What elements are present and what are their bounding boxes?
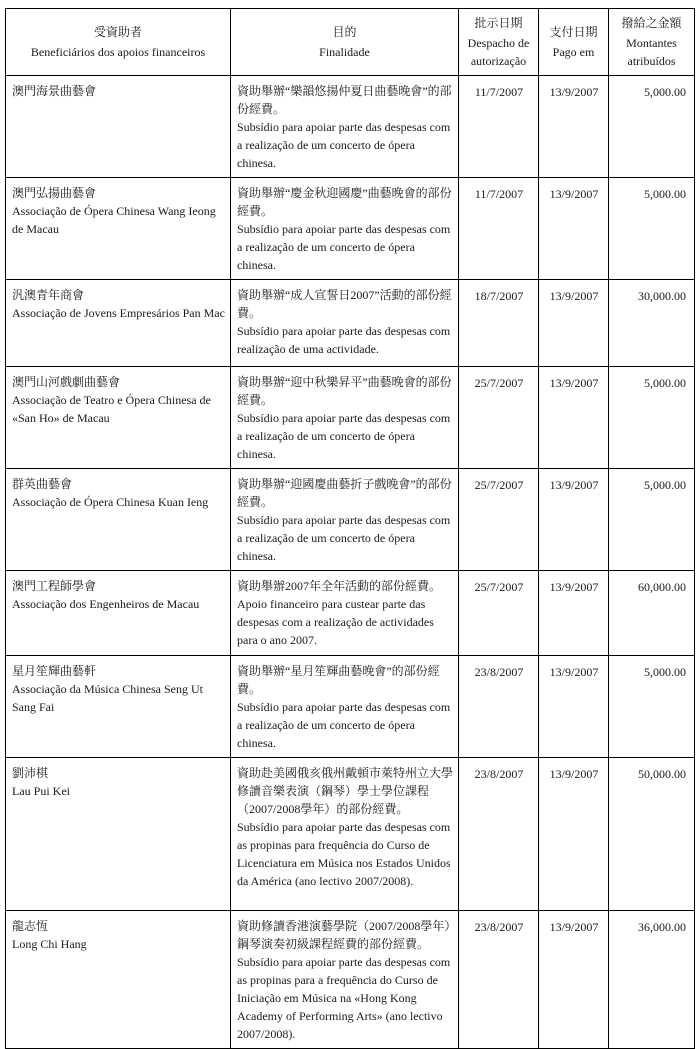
authorization-date-value: 25/7/2007	[474, 376, 524, 390]
purpose-text-pt: Subsídio para apoiar parte das despesas com as propinas para frequência do Curso de Licenciatura em Música nos Estados Unidos da América (ano lectivo 2007/2008).	[237, 820, 451, 888]
col-header-payment-date	[539, 9, 609, 76]
amount-value: 5,000.00	[644, 376, 686, 390]
authorization-date-value: 23/8/2007	[474, 665, 524, 679]
beneficiary-name-zh: 汎澳青年商會	[12, 288, 85, 302]
purpose-text-zh: 資助舉辦“成人宣誓日2007”活動的部份經費。	[237, 288, 452, 320]
amount-cell	[609, 178, 695, 280]
payment-date-cell	[539, 758, 609, 911]
payment-date-value: 13/9/2007	[549, 187, 599, 201]
amount-cell	[609, 469, 695, 571]
purpose-text-zh: 資助舉辦“迎中秋樂昇平”曲藝晚會的部份經費。	[237, 375, 452, 407]
authorization-date-cell	[459, 656, 539, 758]
purpose-cell	[231, 911, 459, 1049]
purpose-text-zh: 資助舉辦“星月笙輝曲藝晚會”的部份經費。	[237, 664, 440, 696]
purpose-cell	[231, 178, 459, 280]
authorization-date-value: 23/8/2007	[474, 767, 524, 781]
table-body	[6, 76, 695, 1049]
subsidies-table	[5, 8, 695, 1049]
table-row	[6, 571, 695, 656]
beneficiary-name-zh: 群英曲藝會	[12, 477, 73, 491]
col-header-payment-date-pt: Pago em	[552, 45, 595, 59]
purpose-text-pt: Subsídio para apoiar parte das despesas com a realização de um concerto de ópera chinesa.	[237, 120, 451, 170]
amount-value: 5,000.00	[644, 665, 686, 679]
payment-date-cell	[539, 911, 609, 1049]
document-page	[5, 8, 694, 1049]
col-header-amount	[609, 9, 695, 76]
purpose-text-zh: 資助舉辦“迎國慶曲藝折子戲晚會”的部份經費。	[237, 477, 452, 509]
amount-cell	[609, 367, 695, 469]
header-row	[6, 9, 695, 76]
payment-date-cell	[539, 178, 609, 280]
payment-date-cell	[539, 280, 609, 367]
beneficiary-name-zh: 劉沛棋	[12, 766, 49, 780]
payment-date-value: 13/9/2007	[549, 665, 599, 679]
amount-cell	[609, 758, 695, 911]
authorization-date-value: 25/7/2007	[474, 580, 524, 594]
authorization-date-value: 11/7/2007	[474, 85, 524, 99]
payment-date-cell	[539, 469, 609, 571]
authorization-date-cell	[459, 178, 539, 280]
beneficiary-cell	[6, 367, 231, 469]
beneficiary-name-zh: 澳門山河戲劇曲藝會	[12, 375, 121, 389]
purpose-cell	[231, 571, 459, 656]
authorization-date-cell	[459, 76, 539, 178]
table-row	[6, 178, 695, 280]
col-header-amount-pt: Montantes atribuídos	[626, 36, 677, 68]
payment-date-cell	[539, 571, 609, 656]
amount-cell	[609, 911, 695, 1049]
authorization-date-cell	[459, 367, 539, 469]
col-header-payment-date-zh: 支付日期	[549, 25, 598, 39]
purpose-text-pt: Subsídio para apoiar parte das despesas com a realização de um concerto de ópera chinesa.	[237, 700, 451, 750]
table-row	[6, 656, 695, 758]
col-header-authorization-date-zh: 批示日期	[474, 16, 523, 30]
authorization-date-cell	[459, 911, 539, 1049]
beneficiary-cell	[6, 469, 231, 571]
purpose-text-pt: Subsídio para apoiar parte das despesas com a realização de um concerto de ópera chinesa.	[237, 513, 451, 563]
table-row	[6, 76, 695, 178]
amount-value: 5,000.00	[644, 85, 686, 99]
payment-date-cell	[539, 76, 609, 178]
amount-value: 60,000.00	[638, 580, 686, 594]
payment-date-cell	[539, 367, 609, 469]
purpose-text-zh: 資助舉辦“慶金秋迎國慶”曲藝晚會的部份經費。	[237, 186, 452, 218]
payment-date-value: 13/9/2007	[549, 920, 599, 934]
authorization-date-value: 25/7/2007	[474, 478, 524, 492]
beneficiary-name-zh: 澳門弘揚曲藝會	[12, 186, 97, 200]
purpose-text-pt: Subsídio para apoiar parte das despesas com realização de uma actividade.	[237, 324, 451, 356]
beneficiary-cell	[6, 656, 231, 758]
table-row	[6, 758, 695, 911]
col-header-purpose	[231, 9, 459, 76]
beneficiary-name-pt: Associação de Ópera Chinesa Kuan Ieng	[12, 495, 209, 509]
col-header-beneficiary-zh: 受資助者	[93, 25, 142, 39]
amount-cell	[609, 76, 695, 178]
beneficiary-name-pt: Associação dos Engenheiros de Macau	[12, 597, 200, 611]
purpose-cell	[231, 280, 459, 367]
col-header-purpose-zh: 目的	[332, 25, 357, 39]
beneficiary-name-pt: Associação da Música Chinesa Seng Ut Sang Fai	[12, 682, 203, 714]
col-header-authorization-date-pt: Despacho de autorização	[467, 36, 530, 68]
table-row	[6, 469, 695, 571]
amount-value: 36,000.00	[638, 920, 686, 934]
beneficiary-cell	[6, 178, 231, 280]
table-row	[6, 280, 695, 367]
purpose-text-pt: Apoio financeiro para custear parte das despesas com a realização de actividades para o ano 2007.	[237, 597, 434, 647]
authorization-date-cell	[459, 758, 539, 911]
col-header-purpose-pt: Finalidade	[319, 45, 370, 59]
authorization-date-value: 18/7/2007	[474, 289, 524, 303]
authorization-date-value: 23/8/2007	[474, 920, 524, 934]
payment-date-value: 13/9/2007	[549, 767, 599, 781]
amount-value: 5,000.00	[644, 187, 686, 201]
purpose-cell	[231, 469, 459, 571]
amount-value: 5,000.00	[644, 478, 686, 492]
beneficiary-name-zh: 星月笙輝曲藝軒	[12, 664, 97, 678]
beneficiary-cell	[6, 571, 231, 656]
purpose-cell	[231, 367, 459, 469]
table-row	[6, 367, 695, 469]
beneficiary-name-pt: Associação de Jovens Empresários Pan Mac	[12, 306, 225, 320]
beneficiary-name-pt: Lau Pui Kei	[12, 784, 70, 798]
payment-date-value: 13/9/2007	[549, 376, 599, 390]
beneficiary-name-zh: 龍志恆	[12, 919, 49, 933]
beneficiary-name-pt: Long Chi Hang	[12, 937, 87, 951]
col-header-authorization-date	[459, 9, 539, 76]
purpose-text-zh: 資助舉辦“樂韻悠揚仲夏日曲藝晚會”的部份經費。	[237, 84, 452, 116]
beneficiary-cell	[6, 911, 231, 1049]
col-header-beneficiary-pt: Beneficiários dos apoios financeiros	[30, 45, 206, 59]
beneficiary-name-pt: Associação de Ópera Chinesa Wang Ieong de Macau	[12, 204, 216, 236]
purpose-text-zh: 資助舉辦2007年全年活動的部份經費。	[237, 579, 442, 593]
purpose-text-pt: Subsídio para apoiar parte das despesas com a realização de um concerto de ópera chinesa.	[237, 222, 451, 272]
beneficiary-name-zh: 澳門工程師學會	[12, 579, 97, 593]
amount-cell	[609, 656, 695, 758]
beneficiary-name-pt: Associação de Teatro e Ópera Chinesa de «San Ho» de Macau	[12, 393, 211, 425]
beneficiary-cell	[6, 758, 231, 911]
purpose-text-zh: 資助修讀香港演藝學院（2007/2008學年）鋼琴演奏初級課程經費的部份經費。	[237, 919, 451, 951]
payment-date-value: 13/9/2007	[549, 478, 599, 492]
amount-value: 50,000.00	[638, 767, 686, 781]
purpose-text-pt: Subsídio para apoiar parte das despesas com as propinas para a frequência do Curso de Iniciação em Música na «Hong Kong Academy of Performing Arts» (ano lectivo 2007/2008).	[237, 955, 451, 1041]
payment-date-value: 13/9/2007	[549, 289, 599, 303]
payment-date-cell	[539, 656, 609, 758]
col-header-amount-zh: 撥給之金額	[621, 16, 682, 30]
authorization-date-value: 11/7/2007	[474, 187, 524, 201]
purpose-cell	[231, 758, 459, 911]
authorization-date-cell	[459, 469, 539, 571]
amount-cell	[609, 571, 695, 656]
payment-date-value: 13/9/2007	[549, 580, 599, 594]
amount-value: 30,000.00	[638, 289, 686, 303]
purpose-text-pt: Subsídio para apoiar parte das despesas com a realização de um concerto de ópera chinesa.	[237, 411, 451, 461]
purpose-cell	[231, 656, 459, 758]
col-header-beneficiary	[6, 9, 231, 76]
beneficiary-cell	[6, 76, 231, 178]
authorization-date-cell	[459, 280, 539, 367]
amount-cell	[609, 280, 695, 367]
payment-date-value: 13/9/2007	[549, 85, 599, 99]
table-row	[6, 911, 695, 1049]
authorization-date-cell	[459, 571, 539, 656]
beneficiary-name-zh: 澳門海景曲藝會	[12, 84, 97, 98]
purpose-cell	[231, 76, 459, 178]
purpose-text-zh: 資助赴美國俄亥俄州戴頓市萊特州立大學修讀音樂表演（鋼琴）學士學位課程（2007/2008學年）的部份經費。	[237, 766, 454, 816]
beneficiary-cell	[6, 280, 231, 367]
